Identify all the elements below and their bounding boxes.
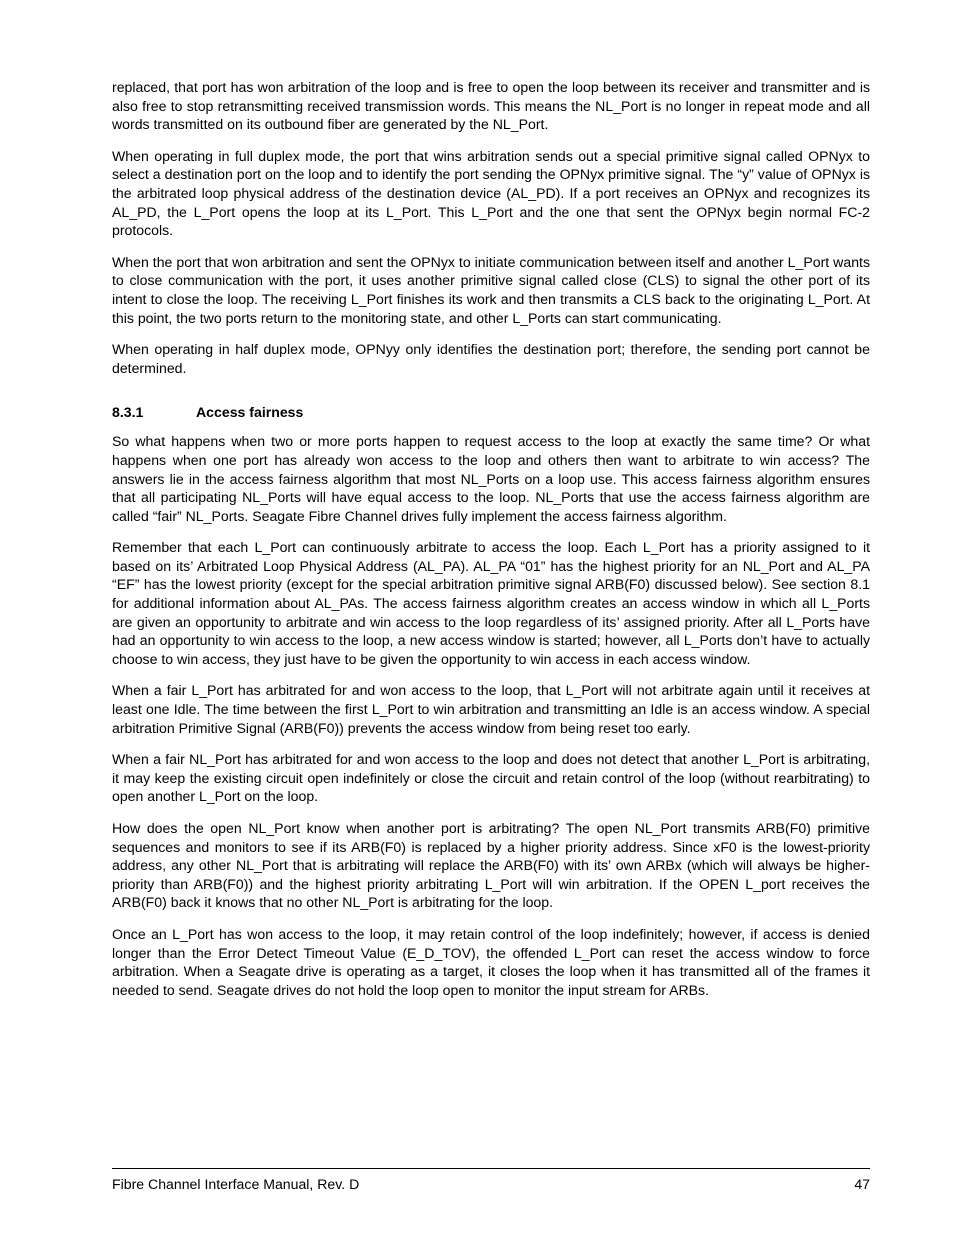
paragraph: When operating in full duplex mode, the port that wins arbitration sends out a special primitive signal called OPNyx to select a destination port on the loop and to identify the port sending the OPNyx primitive signal. The “y” value of OPNyx is the arbitrated loop physical address of the destination device (AL_PD). If a port receives an OPNyx and recognizes its AL_PD, the L_Port opens the loop at its L_Port. This L_Port and the one that sent the OPNyx begin normal FC-2 protocols.: [112, 147, 870, 239]
section-heading: [112, 403, 870, 421]
page-body: [112, 78, 870, 1012]
paragraph: Remember that each L_Port can continuously arbitrate to access the loop. Each L_Port has a priority assigned to it based on its’ Arbitrated Loop Physical Address (AL_PA). AL_PA “01” has the highest priority for an NL_Port and AL_PA “EF” has the lowest priority (except for the special arbitration primitive signal ARB(F0) discussed below). See section 8.1 for additional information about AL_PAs. The access fairness algorithm creates an access window in which all L_Ports are given an opportunity to arbitrate and win access to the loop regardless of its’ assigned priority. After all L_Ports have had an opportunity to win access to the loop, a new access window is started; however, all L_Ports don’t have to actually choose to win access, they just have to be given the opportunity to win access in each access window.: [112, 539, 870, 667]
footer-rule: [112, 1168, 870, 1169]
paragraph: replaced, that port has won arbitration of the loop and is free to open the loop between its receiver and transmitter and is also free to stop retransmitting received transmission words. This means the NL_Port is no longer in repeat mode and all words transmitted on its outbound fiber are generated by the NL_Port.: [112, 79, 870, 133]
section-title: Access fairness: [196, 404, 304, 421]
paragraph: How does the open NL_Port know when another port is arbitrating? The open NL_Port transmits ARB(F0) primitive sequences and monitors to see if its ARB(F0) is replaced by a higher priority address. Since xF0 is the lowest-priority address, any other NL_Port that is arbitrating will replace the ARB(F0) with its’ own ARBx (which will always be higher-priority than ARB(F0)) and the highest priority arbitrating L_Port will win arbitration. If the OPEN L_port receives the ARB(F0) back it knows that no other NL_Port is arbitrating for the loop.: [112, 820, 870, 911]
paragraph: Once an L_Port has won access to the loop, it may retain control of the loop indefinitely; however, if access is denied longer than the Error Detect Timeout Value (E_D_TOV), the offended L_Port can reset the access window to force arbitration. When a Seagate drive is operating as a target, it closes the loop when it has transmitted all of the frames it needed to send. Seagate drives do not hold the loop open to monitor the input stream for ARBs.: [112, 925, 870, 998]
section-number: 8.3.1: [112, 404, 144, 421]
paragraph: When operating in half duplex mode, OPNyy only identifies the destination port; therefore, the sending port cannot be determined.: [112, 341, 870, 376]
footer-title: Fibre Channel Interface Manual, Rev. D: [112, 1176, 360, 1192]
paragraph: When a fair NL_Port has arbitrated for and won access to the loop and does not detect that another L_Port is arbitrating, it may keep the existing circuit open indefinitely or close the circuit and retain control of the loop (without rearbitrating) to open another L_Port on the loop.: [112, 751, 870, 805]
paragraph: When the port that won arbitration and sent the OPNyx to initiate communication between itself and another L_Port wants to close communication with the port, it uses another primitive signal called close (CLS) to signal the other port of its intent to close the loop. The receiving L_Port finishes its work and then transmits a CLS back to the originating L_Port. At this point, the two ports return to the monitoring state, and other L_Ports can start communicating.: [112, 253, 870, 326]
page-number: 47: [854, 1176, 870, 1192]
paragraph: So what happens when two or more ports happen to request access to the loop at exactly the same time? Or what happens when one port has already won access to the loop and others then want to arbitrate to win access? The answers lie in the access fairness algorithm that most NL_Ports on a loop use. This access fairness algorithm ensures that all participating NL_Ports will have equal access to the loop. NL_Ports that use the access fairness algorithm are called “fair” NL_Ports. Seagate Fibre Channel drives fully implement the access fairness algorithm.: [112, 433, 870, 524]
paragraph: When a fair L_Port has arbitrated for and won access to the loop, that L_Port will not arbitrate again until it receives at least one Idle. The time between the first L_Port to win arbitration and transmitting an Idle is an access window. A special arbitration Primitive Signal (ARB(F0)) prevents the access window from being reset too early.: [112, 682, 870, 736]
page-footer: [112, 1175, 870, 1193]
